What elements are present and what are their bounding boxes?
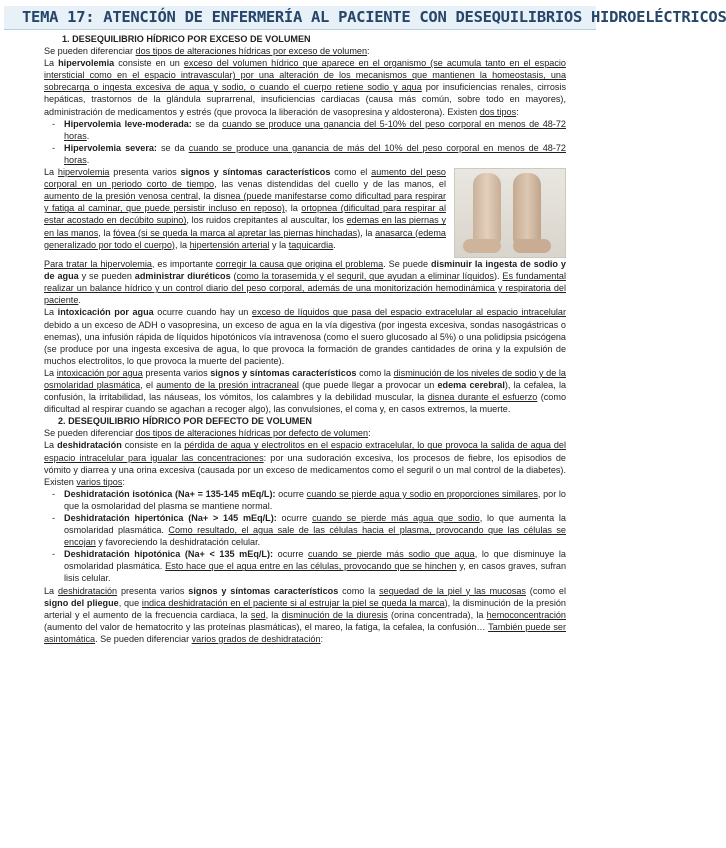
paragraph: La deshidratación presenta varios signos y síntomas característicos como la sequedad de la piel y las mucosas (como el signo del pliegue, que indica deshidratación en el paciente si al estrujar la piel se queda la marca), la disminución de la presión arterial y el aumento de la frecuencia cardiaca, la sed, la disminución de la diuresis (orina concentrada), la hemoconcentración (aumento del valor de hematocrito y las proteínas plasmáticas), el mareo, la fatiga, la cefalea, la confusión… También puede ser asintomática. Se pueden diferenciar varios grados de deshidratación: xyxy=(44,585,566,644)
paragraph: Para tratar la hipervolemia, es importante corregir la causa que origina el problema. Se puede disminuir la ingesta de sodio y de agua y se pueden administrar diuréticos (como la torasemida y el seguril, que ayudan a eliminar líquidos). Es fundamental realizar un balance hídrico y un control diario del peso corporal, además de una monitorización hemodinámica y respiratoria del paciente. xyxy=(44,259,566,306)
paragraph: Se pueden diferenciar dos tipos de alteraciones hídricas por defecto de volumen: xyxy=(44,428,371,439)
dehydration-types-list xyxy=(44,488,566,585)
hypervolemia-types-list xyxy=(44,118,566,166)
paragraph: La hipervolemia consiste en un exceso del volumen hídrico que aparece en el organismo (se acumula tanto en el espacio intersticial como en el espacio intravascular) por una alteración de los mecanismos que mantienen la homeostasis, una sobrecarga o ingesta excesiva de agua y sodio, o cuando el cuerpo retiene sodio y agua por insuficiencias renales, cirrosis hepáticas, trastornos de la glándula suprarrenal, insuficiencias cardiacas (causa más común, sobre todo en mayores), administración de medicamentos y estrés (que provoca la liberación de vasopresina y aldosterona). Existen dos tipos: xyxy=(44,58,566,117)
paragraph: La hipervolemia presenta varios signos y síntomas característicos como el aumento del peso corporal en un periodo corto de tiempo, las venas distendidas del cuello y de las manos, el aumento de la presión venosa central, la disnea (puede manifestarse como dificultad para respirar y fatiga al caminar, que puede persistir incluso en reposo), la ortopnea (dificultad para respirar al estar acostado en decúbito supino), los ruidos crepitantes al auscultar, los edemas en las piernas y en las manos, la fóvea (si se queda la marca al apretar las piernas hinchadas), la anasarca (edema generalizado por todo el cuerpo), la hipertensión arterial y la taquicardia. xyxy=(44,167,446,250)
section-heading-2: 2. DESEQUILIBRIO HÍDRICO POR DEFECTO DE VOLUMEN xyxy=(58,416,312,427)
list-item: - Deshidratación isotónica (Na+ = 135-145 mEq/L): ocurre cuando se pierde agua y sodio en proporciones similares, por lo que la osmolaridad del plasma se mantiene normal. xyxy=(64,488,566,512)
leg-shape xyxy=(513,173,541,245)
symptoms-block xyxy=(44,166,566,258)
section-heading-1: 1. DESEQUILIBRIO HÍDRICO POR EXCESO DE VOLUMEN xyxy=(62,34,311,44)
foot-shape xyxy=(513,239,551,253)
document-body xyxy=(44,33,566,645)
paragraph: La intoxicación por agua ocurre cuando hay un exceso de líquidos que pasa del espacio extracelular al espacio intracelular debido a un exceso de ADH o vasopresina, un exceso de agua en la vía digestiva (por ingesta excesiva, sondas nasogástricas o enemas), una infusión rápida de líquidos hipotónicos vía intravenosa (como el suero glucosado al 5%) o una polidipsia psicógena (se produce por una ingesta excesiva de agua, lo que provoca la formación de grandes cantidades de orina y la expulsión de muchos electrolitos, lo que provoca la muerte del paciente). xyxy=(44,307,566,366)
page-title: TEMA 17: ATENCIÓN DE ENFERMERÍA AL PACIENTE CON DESEQUILIBRIOS HIDROELÉCTRICOS xyxy=(22,8,726,26)
paragraph: Se pueden diferenciar dos tipos de alteraciones hídricas por exceso de volumen: xyxy=(44,46,370,57)
list-item: - Hipervolemia leve-moderada: se da cuando se produce una ganancia del 5-10% del peso corporal en menos de 48-72 horas. xyxy=(64,118,566,142)
edema-legs-photo xyxy=(454,168,566,258)
foot-shape xyxy=(463,239,501,253)
title-bar xyxy=(4,6,726,30)
paragraph: La deshidratación consiste en la pérdida de agua y electrolitos en el espacio extracelular, lo que provoca la salida de agua del espacio intracelular para igualar las concentraciones: por una sudoración excesiva, los procesos de fiebre, los episodios de vómito y diarrea y una orina excesiva (causada por un exceso de medicamentos como el seguril o un mal control de la diabetes). Existen varios tipos: xyxy=(44,440,566,487)
list-item: - Deshidratación hipertónica (Na+ > 145 mEq/L): ocurre cuando se pierde más agua que sodio, lo que aumenta la osmolaridad plasmática. Como resultado, el agua sale de las células hacia el plasma, provocando que las células se encojan y favoreciendo la deshidratación celular. xyxy=(64,512,566,548)
list-item: - Deshidratación hipotónica (Na+ < 135 mEq/L): ocurre cuando se pierde más sodio que agua, lo que disminuye la osmolaridad plasmática. Esto hace que el agua entre en las células, provocando que se hinchen y, en casos graves, sufran lisis celular. xyxy=(64,548,566,584)
list-item: - Hipervolemia severa: se da cuando se produce una ganancia de más del 10% del peso corporal en menos de 48-72 horas. xyxy=(64,142,566,166)
paragraph: La intoxicación por agua presenta varios signos y síntomas característicos como la disminución de los niveles de sodio y de la osmolaridad plasmática, el aumento de la presión intracraneal (que puede llegar a provocar un edema cerebral), la cefalea, la confusión, la irritabilidad, las náuseas, los vómitos, los calambres y la debilidad muscular, la disnea durante el esfuerzo (como dificultad al respirar cuando se agachan a recoger algo), las convulsiones, el coma y, en casos extremos, la muerte. xyxy=(44,367,567,415)
leg-shape xyxy=(473,173,501,245)
